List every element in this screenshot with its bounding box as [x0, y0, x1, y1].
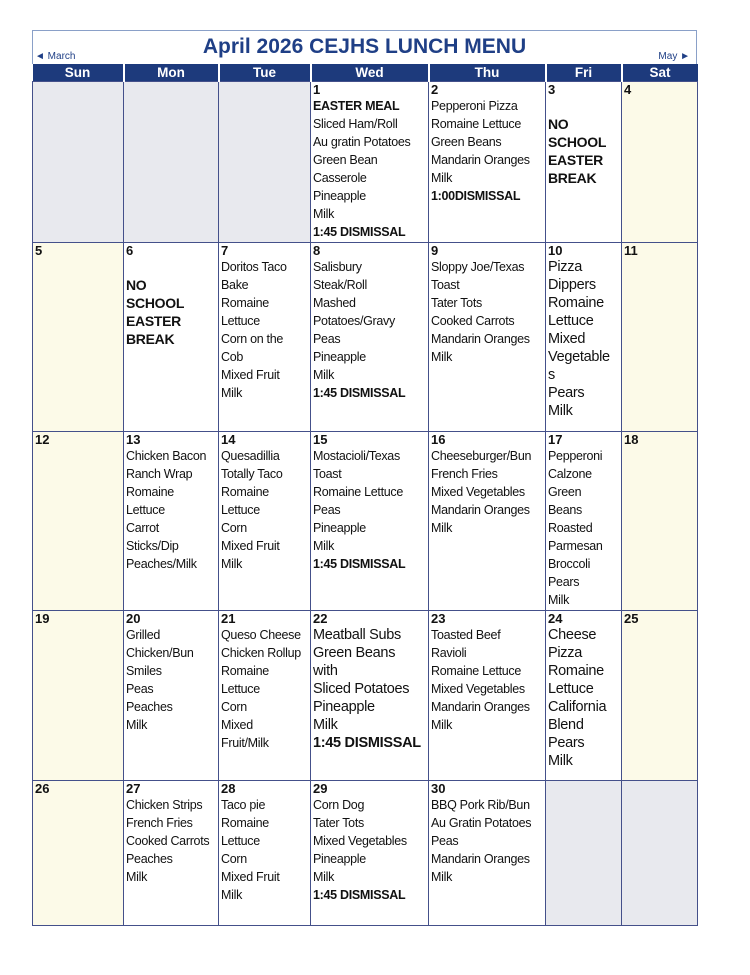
day-cell-22: [311, 611, 429, 781]
menu-item: Sloppy Joe/Texas: [431, 260, 525, 274]
day-cell-15: [311, 432, 429, 611]
day-cell-20: [124, 611, 219, 781]
empty-day-cell: [622, 781, 698, 926]
menu-item: Cob: [221, 350, 244, 364]
day-number: 19: [35, 611, 50, 626]
day-number: 21: [221, 611, 236, 626]
menu-item: Dippers: [548, 277, 596, 293]
menu-item: Milk: [313, 870, 335, 884]
day-number: 10: [548, 243, 563, 258]
menu-item: SCHOOL: [548, 134, 607, 150]
menu-item: Broccoli: [548, 557, 591, 571]
week-row: [33, 243, 698, 432]
day-cell-1: [311, 82, 429, 243]
menu-item: Lettuce: [548, 681, 594, 697]
menu-item: Mandarin Oranges: [431, 852, 530, 866]
day-cell-29: [311, 781, 429, 926]
day-number: 1: [313, 82, 321, 97]
dismissal-note: 1:45 DISMISSAL: [313, 557, 406, 571]
menu-item: Au gratin Potatoes: [313, 135, 411, 149]
day-cell-28: [219, 781, 311, 926]
menu-item: Pineapple: [313, 852, 366, 866]
menu-item: Milk: [548, 593, 570, 607]
menu-items: [221, 626, 308, 752]
menu-item: Doritos Taco: [221, 260, 287, 274]
day-cell-26: [33, 781, 124, 926]
menu-item: Romaine Lettuce: [313, 485, 404, 499]
menu-item: Corn: [221, 700, 247, 714]
menu-item: Milk: [431, 870, 453, 884]
dismissal-note: 1:45 DISMISSAL: [313, 888, 406, 902]
menu-item: Queso Cheese: [221, 628, 301, 642]
day-cell-12: [33, 432, 124, 611]
menu-items: [126, 796, 216, 886]
menu-item: BREAK: [548, 170, 597, 186]
weekday-sat: Sat: [622, 64, 698, 82]
menu-item: Salisbury: [313, 260, 362, 274]
menu-item: Smiles: [126, 664, 162, 678]
menu-items: [313, 626, 426, 752]
menu-item: Milk: [548, 403, 573, 419]
menu-item: Milk: [126, 718, 148, 732]
menu-item: Milk: [431, 718, 453, 732]
menu-item: Romaine: [221, 485, 269, 499]
menu-item: Milk: [313, 539, 335, 553]
day-cell-2: [429, 82, 546, 243]
menu-item: Mixed Fruit: [221, 870, 280, 884]
day-cell-13: [124, 432, 219, 611]
dismissal-note: 1:00DISMISSAL: [431, 189, 521, 203]
menu-item: Green: [548, 485, 582, 499]
menu-item: Peas: [126, 682, 154, 696]
menu-items: [126, 447, 216, 573]
menu-item: Peaches: [126, 700, 173, 714]
menu-item: Lettuce: [221, 503, 260, 517]
menu-item: Romaine: [548, 295, 604, 311]
menu-item: Peas: [431, 834, 459, 848]
menu-items: [221, 447, 308, 573]
menu-item: Corn Dog: [313, 798, 365, 812]
day-number: 23: [431, 611, 446, 626]
no-school-notice: [548, 115, 619, 187]
menu-item: SCHOOL: [126, 295, 185, 311]
menu-item: Steak/Roll: [313, 278, 367, 292]
menu-item: Green Beans: [431, 135, 502, 149]
menu-item: Mixed Vegetables: [313, 834, 407, 848]
menu-item: Romaine: [221, 664, 269, 678]
menu-items: [431, 97, 543, 205]
day-number: 9: [431, 243, 439, 258]
day-number: 17: [548, 432, 563, 447]
day-number: 27: [126, 781, 141, 796]
dismissal-note: 1:45 DISMISSAL: [313, 735, 421, 751]
menu-item: EASTER: [126, 313, 181, 329]
day-number: 26: [35, 781, 50, 796]
menu-items: [548, 626, 619, 770]
menu-item: NO: [126, 277, 147, 293]
menu-item: Toasted Beef: [431, 628, 501, 642]
menu-item: Sliced Potatoes: [313, 681, 410, 697]
day-cell-4: [622, 82, 698, 243]
weekday-sun: Sun: [33, 64, 124, 82]
dismissal-note: EASTER MEAL: [313, 99, 400, 113]
day-number: 13: [126, 432, 141, 447]
menu-item: Pizza: [548, 645, 582, 661]
menu-item: Mashed: [313, 296, 356, 310]
menu-item: Milk: [313, 717, 338, 733]
menu-item: Milk: [548, 753, 573, 769]
menu-item: Pizza: [548, 259, 582, 275]
menu-item: BBQ Pork Rib/Bun: [431, 798, 530, 812]
menu-item: California: [548, 699, 607, 715]
menu-item: Milk: [221, 386, 243, 400]
menu-item: Roasted: [548, 521, 593, 535]
menu-item: Fruit/Milk: [221, 736, 269, 750]
menu-item: Blend: [548, 717, 584, 733]
menu-item: Corn on the: [221, 332, 284, 346]
day-number: 6: [126, 243, 134, 258]
menu-item: Mixed: [548, 331, 586, 347]
menu-item: Meatball Subs: [313, 627, 401, 643]
day-cell-27: [124, 781, 219, 926]
menu-item: Parmesan: [548, 539, 603, 553]
menu-item: Mixed Fruit: [221, 539, 280, 553]
menu-item: Romaine: [221, 296, 269, 310]
menu-items: [221, 796, 308, 904]
menu-item: Peas: [313, 332, 341, 346]
weekday-header-row: [33, 64, 698, 82]
menu-item: Cooked Carrots: [431, 314, 515, 328]
empty-day-cell: [124, 82, 219, 243]
menu-item: Pineapple: [313, 350, 366, 364]
day-number: 3: [548, 82, 556, 97]
day-cell-10: [546, 243, 622, 432]
day-number: 18: [624, 432, 639, 447]
menu-item: EASTER: [548, 152, 603, 168]
menu-item: Green Bean: [313, 153, 378, 167]
menu-item: Mixed Fruit: [221, 368, 280, 382]
menu-item: Milk: [313, 207, 335, 221]
weekday-fri: Fri: [546, 64, 622, 82]
week-row: [33, 432, 698, 611]
menu-item: Ranch Wrap: [126, 467, 193, 481]
menu-items: [548, 258, 619, 420]
day-cell-23: [429, 611, 546, 781]
menu-item: Romaine: [548, 663, 604, 679]
menu-item: Lettuce: [126, 503, 165, 517]
menu-item: Pineapple: [313, 521, 366, 535]
menu-item: Mandarin Oranges: [431, 700, 530, 714]
day-number: 12: [35, 432, 50, 447]
menu-item: Milk: [431, 521, 453, 535]
menu-item: Potatoes/Gravy: [313, 314, 395, 328]
day-cell-24: [546, 611, 622, 781]
week-row: [33, 781, 698, 926]
menu-item: Cheese: [548, 627, 597, 643]
empty-day-cell: [219, 82, 311, 243]
day-cell-19: [33, 611, 124, 781]
menu-item: Pears: [548, 735, 585, 751]
menu-item: Milk: [431, 171, 453, 185]
weekday-thu: Thu: [429, 64, 546, 82]
menu-items: [313, 447, 426, 573]
menu-item: Lettuce: [548, 313, 594, 329]
day-number: 30: [431, 781, 446, 796]
menu-item: Mostacioli/Texas: [313, 449, 400, 463]
menu-item: Tater Tots: [313, 816, 364, 830]
day-cell-25: [622, 611, 698, 781]
empty-day-cell: [546, 781, 622, 926]
menu-item: Grilled: [126, 628, 161, 642]
day-cell-14: [219, 432, 311, 611]
calendar-grid: [32, 64, 698, 926]
menu-item: Cheeseburger/Bun: [431, 449, 532, 463]
menu-items: [313, 796, 426, 904]
menu-item: Peaches: [126, 852, 173, 866]
dismissal-note: 1:45 DISMISSAL: [313, 386, 406, 400]
menu-items: [431, 258, 543, 366]
menu-item: Vegetable: [548, 349, 610, 365]
menu-item: Chicken Strips: [126, 798, 203, 812]
menu-item: Bake: [221, 278, 249, 292]
menu-item: Toast: [313, 467, 342, 481]
menu-item: Milk: [221, 557, 243, 571]
menu-item: Romaine: [221, 816, 269, 830]
menu-item: with: [313, 663, 338, 679]
menu-item: Pepperoni: [548, 449, 603, 463]
day-number: 4: [624, 82, 632, 97]
calendar-header: [32, 30, 697, 64]
lunch-menu-calendar: [32, 30, 697, 926]
day-number: 29: [313, 781, 328, 796]
menu-items: [313, 97, 426, 241]
day-cell-21: [219, 611, 311, 781]
prev-month-link[interactable]: ◄ March: [35, 51, 76, 62]
weekday-tue: Tue: [219, 64, 311, 82]
menu-item: Mandarin Oranges: [431, 332, 530, 346]
day-number: 25: [624, 611, 639, 626]
menu-item: Casserole: [313, 171, 367, 185]
day-number: 5: [35, 243, 43, 258]
day-cell-6: [124, 243, 219, 432]
menu-items: [126, 626, 216, 734]
menu-item: Lettuce: [221, 682, 260, 696]
menu-item: Milk: [126, 870, 148, 884]
menu-item: Cooked Carrots: [126, 834, 210, 848]
day-cell-3: [546, 82, 622, 243]
day-number: 7: [221, 243, 229, 258]
empty-day-cell: [33, 82, 124, 243]
menu-item: Romaine Lettuce: [431, 664, 522, 678]
menu-item: s: [548, 367, 555, 383]
menu-item: Romaine: [126, 485, 174, 499]
menu-item: Corn: [221, 521, 247, 535]
dismissal-note: 1:45 DISMISSAL: [313, 225, 406, 239]
no-school-notice: [126, 276, 216, 348]
menu-item: Pepperoni Pizza: [431, 99, 518, 113]
menu-item: Mandarin Oranges: [431, 153, 530, 167]
menu-item: Taco pie: [221, 798, 266, 812]
day-cell-16: [429, 432, 546, 611]
day-number: 24: [548, 611, 563, 626]
menu-items: [431, 796, 543, 886]
day-number: 20: [126, 611, 141, 626]
day-number: 11: [624, 243, 638, 258]
menu-item: Tater Tots: [431, 296, 482, 310]
menu-item: Mixed Vegetables: [431, 682, 525, 696]
menu-item: Mandarin Oranges: [431, 503, 530, 517]
weekday-mon: Mon: [124, 64, 219, 82]
day-cell-30: [429, 781, 546, 926]
menu-item: French Fries: [126, 816, 193, 830]
menu-item: Sliced Ham/Roll: [313, 117, 398, 131]
menu-item: Green Beans: [313, 645, 396, 661]
menu-items: [221, 258, 308, 402]
menu-item: Chicken Rollup: [221, 646, 301, 660]
day-cell-11: [622, 243, 698, 432]
menu-item: Sticks/Dip: [126, 539, 179, 553]
day-number: 16: [431, 432, 446, 447]
menu-item: Pineapple: [313, 189, 366, 203]
menu-item: BREAK: [126, 331, 175, 347]
day-number: 28: [221, 781, 236, 796]
day-cell-8: [311, 243, 429, 432]
menu-item: French Fries: [431, 467, 498, 481]
day-number: 15: [313, 432, 328, 447]
day-cell-17: [546, 432, 622, 611]
menu-item: Milk: [313, 368, 335, 382]
day-number: 14: [221, 432, 236, 447]
menu-item: Lettuce: [221, 314, 260, 328]
menu-item: Mixed: [221, 718, 253, 732]
menu-item: Chicken/Bun: [126, 646, 194, 660]
day-cell-5: [33, 243, 124, 432]
menu-item: Ravioli: [431, 646, 467, 660]
menu-items: [313, 258, 426, 402]
menu-item: Romaine Lettuce: [431, 117, 522, 131]
menu-item: Quesadillia: [221, 449, 280, 463]
menu-item: Milk: [221, 888, 243, 902]
menu-item: Beans: [548, 503, 582, 517]
menu-item: Milk: [431, 350, 453, 364]
day-cell-9: [429, 243, 546, 432]
menu-item: Corn: [221, 852, 247, 866]
page-title: April 2026 CEJHS LUNCH MENU: [202, 35, 527, 58]
menu-item: Calzone: [548, 467, 592, 481]
menu-items: [548, 447, 619, 609]
day-number: 8: [313, 243, 321, 258]
menu-item: Mixed Vegetables: [431, 485, 525, 499]
menu-item: Chicken Bacon: [126, 449, 207, 463]
next-month-link[interactable]: May ►: [658, 51, 690, 62]
week-row: [33, 82, 698, 243]
menu-item: Au Gratin Potatoes: [431, 816, 532, 830]
day-cell-7: [219, 243, 311, 432]
menu-item: NO: [548, 116, 569, 132]
menu-item: Pineapple: [313, 699, 375, 715]
menu-item: Peaches/Milk: [126, 557, 197, 571]
menu-item: Carrot: [126, 521, 159, 535]
menu-item: Lettuce: [221, 834, 260, 848]
weekday-wed: Wed: [311, 64, 429, 82]
menu-item: Totally Taco: [221, 467, 283, 481]
day-number: 22: [313, 611, 328, 626]
day-number: 2: [431, 82, 439, 97]
menu-items: [431, 447, 543, 537]
menu-item: Toast: [431, 278, 460, 292]
menu-item: Pears: [548, 575, 580, 589]
day-cell-18: [622, 432, 698, 611]
week-row: [33, 611, 698, 781]
menu-item: Pears: [548, 385, 585, 401]
menu-item: Peas: [313, 503, 341, 517]
menu-items: [431, 626, 543, 734]
